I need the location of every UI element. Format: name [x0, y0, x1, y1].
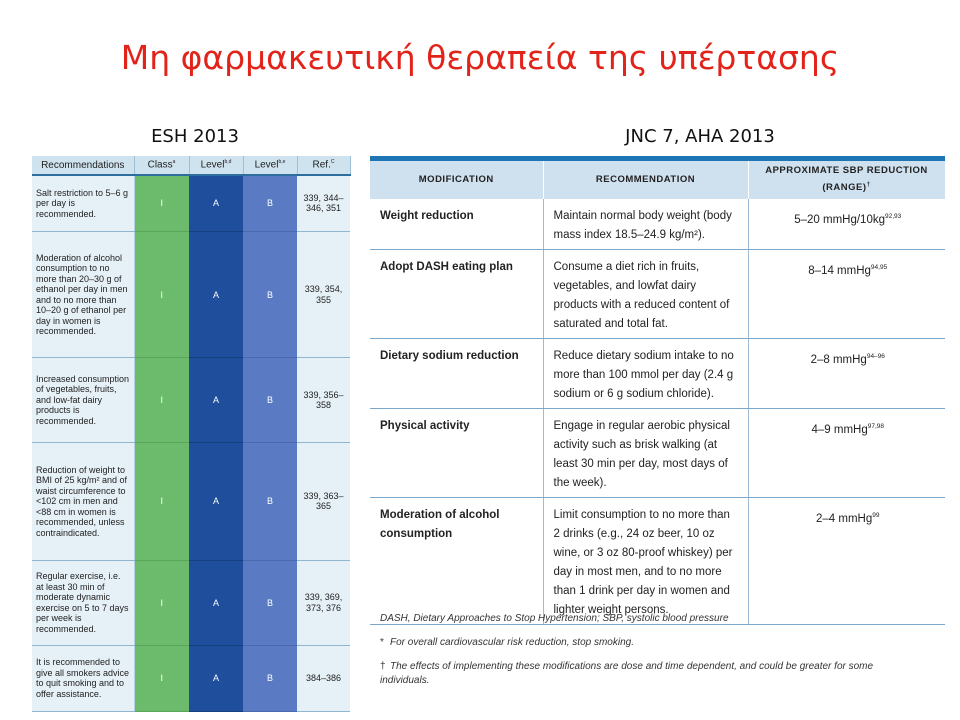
slide-title: Μη φαρμακευτική θεραπεία της υπέρτασης: [120, 38, 840, 77]
jnc-footnote-star: [380, 636, 634, 650]
table-row: [32, 645, 350, 711]
esh-ref-cell: 339, 369, 373, 376: [297, 561, 350, 645]
esh-header-level-1: Level$^{b,d}$: [189, 156, 243, 175]
jnc-header-row: [370, 161, 945, 199]
esh-rec-cell: Moderation of alcohol consumption to no more than 20–30 g of ethanol per day in men and to no more than 10–20 g of ethanol per day in women is recommended.: [32, 231, 134, 358]
jnc-footnote-abbrev: DASH, Dietary Approaches to Stop Hypertension; SBP, systolic blood pressure: [380, 613, 729, 624]
table-row: [370, 339, 945, 409]
esh-ref-cell: 339, 354, 355: [297, 231, 350, 358]
esh-class-cell: I: [134, 561, 189, 645]
esh-level2-cell: B: [243, 645, 297, 711]
esh-level1-cell: A: [189, 561, 243, 645]
jnc-reduction-cell: 2–4 mmHg$^{99}$: [748, 498, 945, 625]
esh-rec-cell: Regular exercise, i.e. at least 30 min of moderate dynamic exercise on 5 to 7 days per week is recommended.: [32, 561, 134, 645]
esh-level1-cell: A: [189, 645, 243, 711]
jnc-modification-cell: Adopt DASH eating plan: [370, 250, 543, 339]
esh-header-class: Class$^a$: [134, 156, 189, 175]
esh-class-cell: I: [134, 645, 189, 711]
jnc-reduction-cell: 4–9 mmHg$^{97,98}$: [748, 409, 945, 498]
esh-level2-cell: B: [243, 358, 297, 442]
footnote-dagger-symbol: †: [380, 661, 386, 672]
jnc-header-reduction: APPROXIMATE SBP REDUCTION (RANGE)†: [748, 161, 945, 199]
esh-class-cell: I: [134, 358, 189, 442]
jnc-modification-cell: Weight reduction: [370, 199, 543, 250]
esh-level1-cell: A: [189, 231, 243, 358]
footnote-star-symbol: *: [380, 637, 384, 648]
footnote-star-text: For overall cardiovascular risk reduction, stop smoking.: [390, 637, 634, 648]
esh-level2-cell: B: [243, 442, 297, 561]
table-row: [32, 442, 350, 561]
table-row: [370, 250, 945, 339]
jnc-modification-cell: Moderation of alcohol consumption: [370, 498, 543, 625]
table-row: [32, 561, 350, 645]
jnc-header-recommendation: RECOMMENDATION: [543, 161, 748, 199]
jnc-subtitle: JNC 7, AHA 2013: [625, 126, 775, 147]
jnc-recommendation-cell: Consume a diet rich in fruits, vegetables, and lowfat dairy products with a reduced content of saturated and total fat.: [543, 250, 748, 339]
esh-ref-cell: 339, 356–358: [297, 358, 350, 442]
table-row: [370, 199, 945, 250]
table-row: [370, 409, 945, 498]
esh-rec-cell: Reduction of weight to BMI of 25 kg/m² and of waist circumference to <102 cm in men and <88 cm in women is recommended, unless contraindicated.: [32, 442, 134, 561]
jnc-modification-cell: Physical activity: [370, 409, 543, 498]
esh-level1-cell: A: [189, 442, 243, 561]
jnc-modification-cell: Dietary sodium reduction: [370, 339, 543, 409]
esh-class-cell: I: [134, 442, 189, 561]
esh-level2-cell: B: [243, 175, 297, 231]
esh-class-cell: I: [134, 175, 189, 231]
jnc-table: [370, 161, 946, 625]
esh-rec-cell: It is recommended to give all smokers advice to quit smoking and to offer assistance.: [32, 645, 134, 711]
esh-header-level-2: Level$^{b,e}$: [243, 156, 297, 175]
jnc-recommendation-cell: Maintain normal body weight (body mass index 18.5–24.9 kg/m²).: [543, 199, 748, 250]
esh-header-recommendations: Recommendations: [32, 156, 134, 175]
esh-level2-cell: B: [243, 561, 297, 645]
jnc-recommendation-cell: Engage in regular aerobic physical activity such as brisk walking (at least 30 min per day, most days of the week).: [543, 409, 748, 498]
esh-level1-cell: A: [189, 175, 243, 231]
esh-subtitle: ESH 2013: [151, 126, 239, 147]
esh-table: [32, 156, 351, 712]
esh-ref-cell: 339, 363–365: [297, 442, 350, 561]
jnc-recommendation-cell: Reduce dietary sodium intake to no more than 100 mmol per day (2.4 g sodium or 6 g sodium chloride).: [543, 339, 748, 409]
jnc-recommendation-cell: Limit consumption to no more than 2 drinks (e.g., 24 oz beer, 10 oz wine, or 3 oz 80-proof whiskey) per day in most men, and to no more than 1 drink per day in women and lighter weight persons.: [543, 498, 748, 625]
esh-class-cell: I: [134, 231, 189, 358]
esh-header-ref: Ref.$^C$: [297, 156, 350, 175]
jnc-footnote-dagger: [380, 660, 900, 688]
table-row: [32, 231, 350, 358]
jnc-header-modification: MODIFICATION: [370, 161, 543, 199]
footnote-dagger-text: The effects of implementing these modifications are dose and time dependent, and could be greater for some individuals.: [380, 661, 874, 686]
esh-level2-cell: B: [243, 231, 297, 358]
table-row: [32, 358, 350, 442]
jnc-reduction-cell: 2–8 mmHg$^{94-96}$: [748, 339, 945, 409]
table-row: [32, 175, 350, 231]
esh-ref-cell: 339, 344–346, 351: [297, 175, 350, 231]
esh-rec-cell: Salt restriction to 5–6 g per day is recommended.: [32, 175, 134, 231]
esh-header-row: [32, 156, 350, 175]
jnc-reduction-cell: 8–14 mmHg$^{94,95}$: [748, 250, 945, 339]
table-row: [370, 498, 945, 625]
esh-ref-cell: 384–386: [297, 645, 350, 711]
jnc-table-container: [370, 156, 945, 625]
esh-level1-cell: A: [189, 358, 243, 442]
esh-rec-cell: Increased consumption of vegetables, fruits, and low-fat dairy products is recommended.: [32, 358, 134, 442]
jnc-reduction-cell: 5–20 mmHg/10kg$^{92,93}$: [748, 199, 945, 250]
